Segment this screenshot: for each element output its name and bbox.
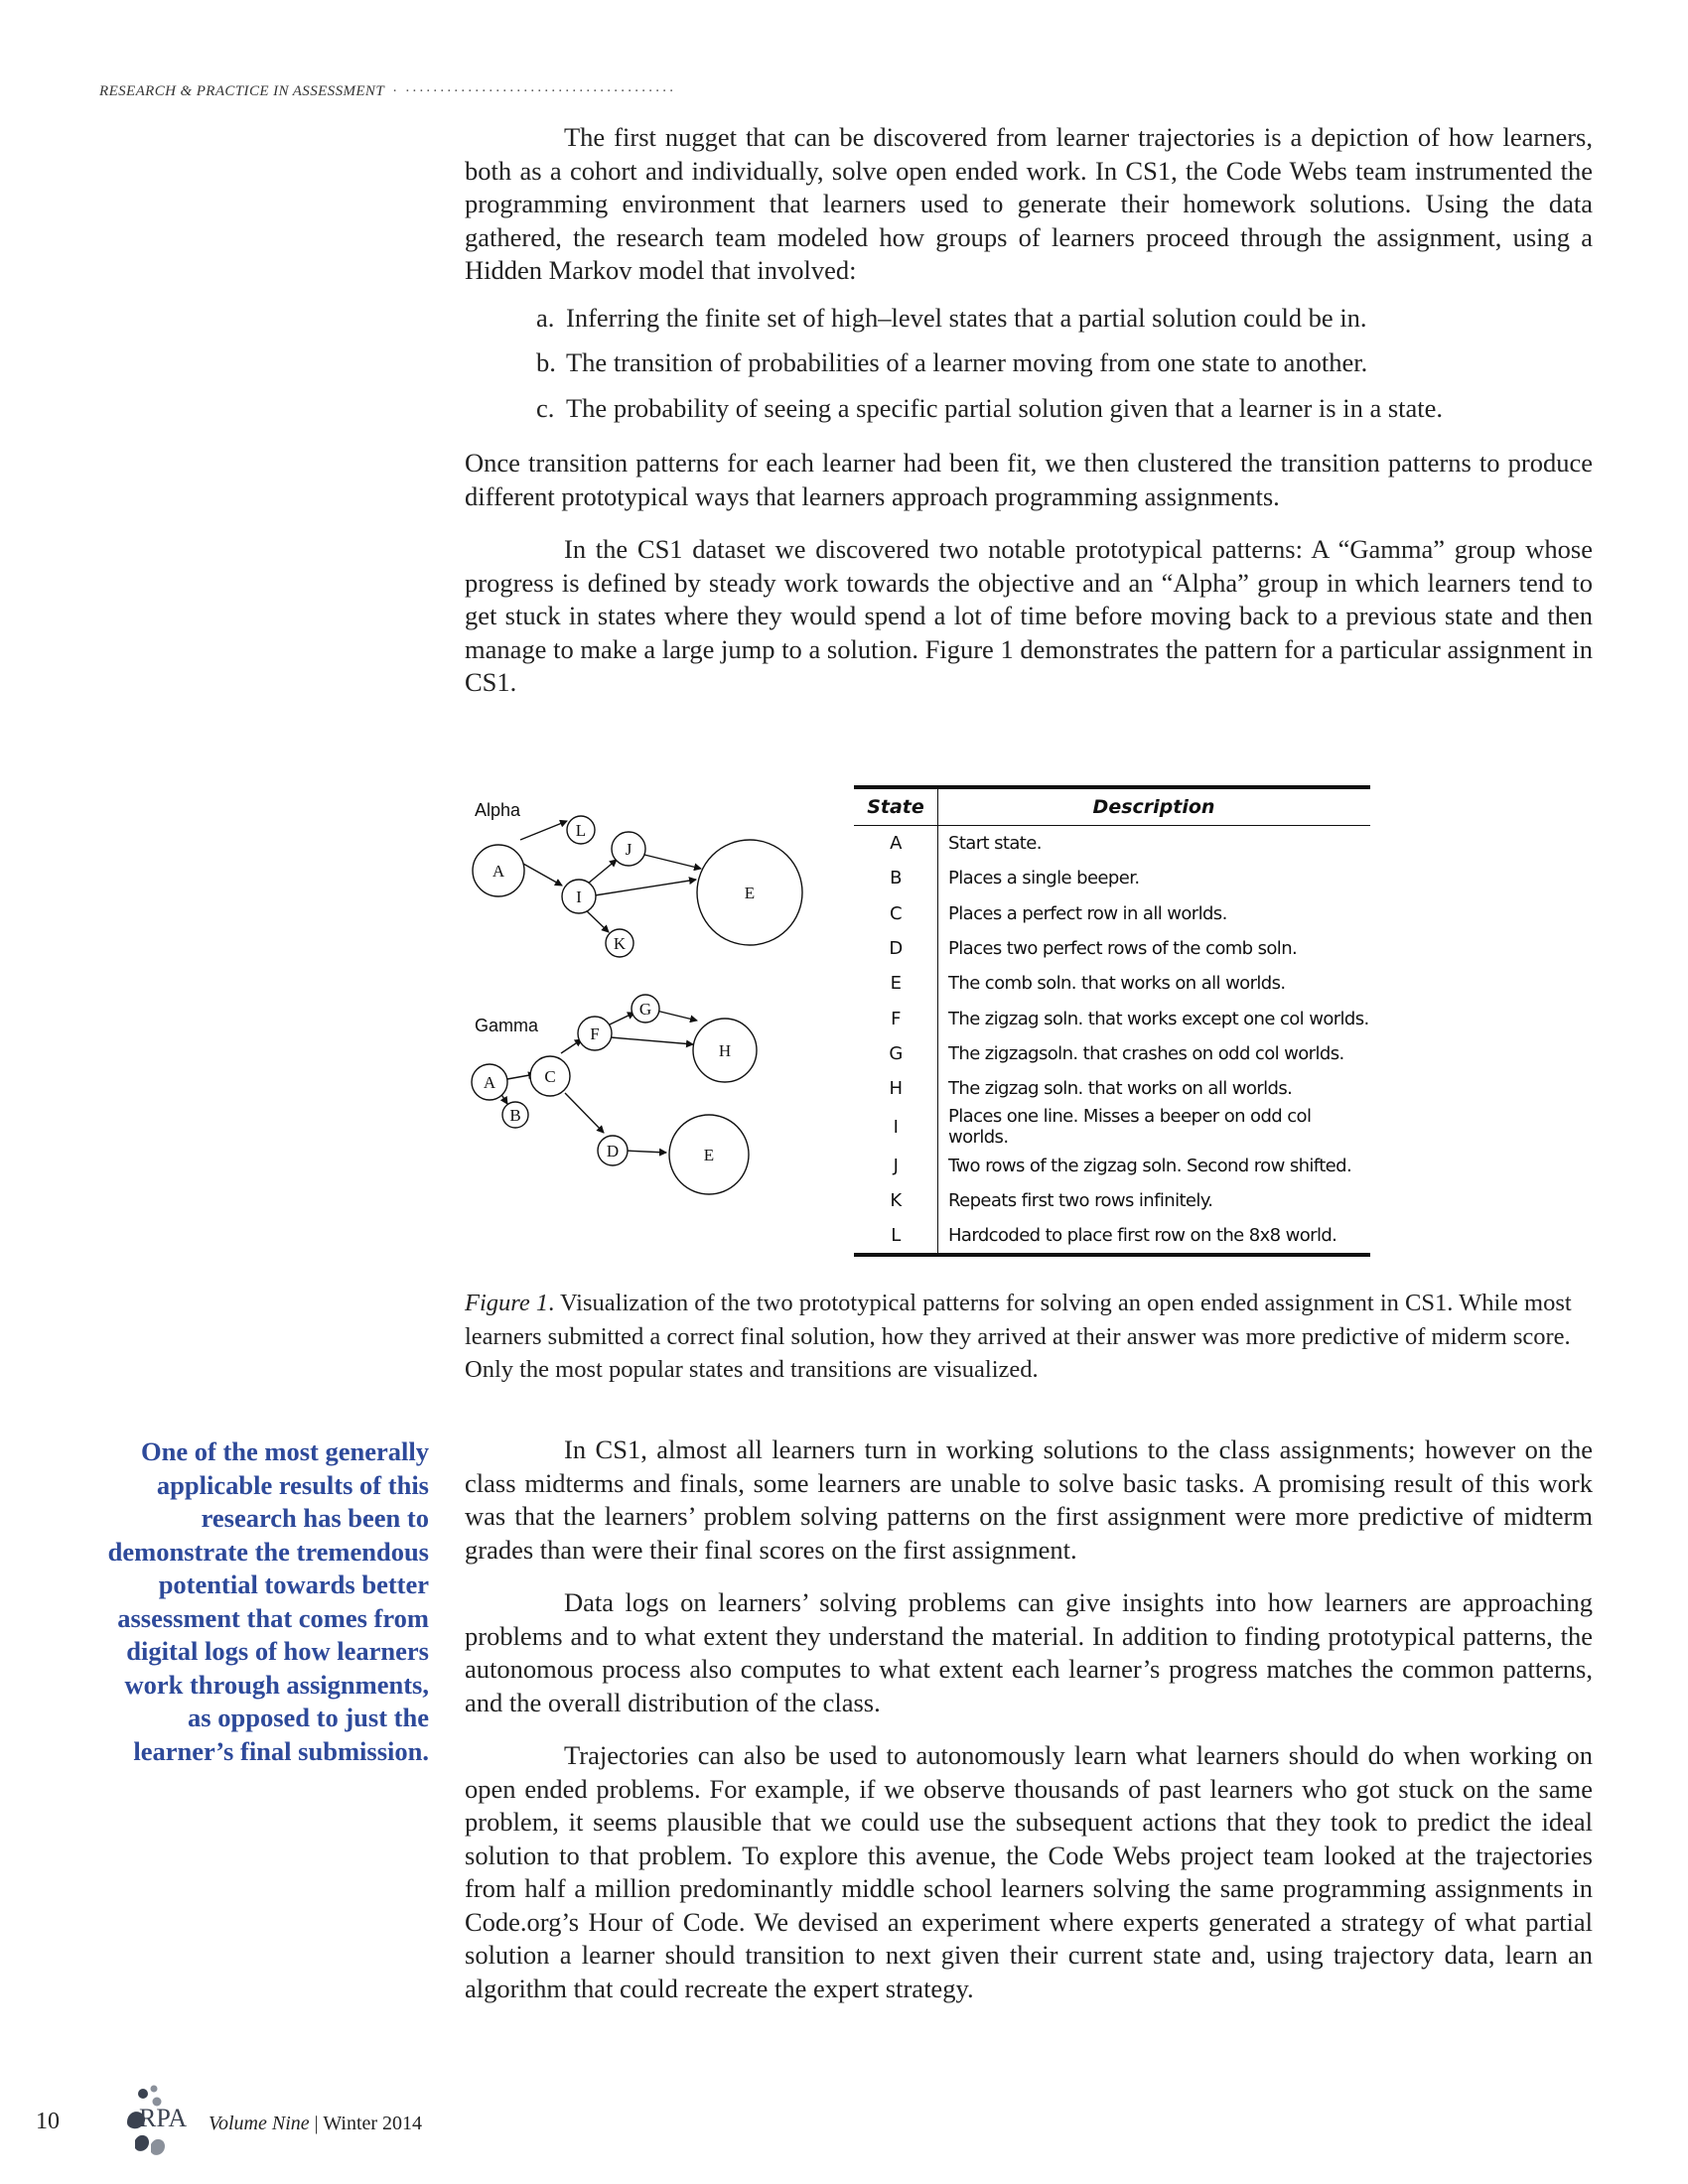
edge-alpha-J-E (640, 854, 701, 869)
table-row (854, 861, 1370, 895)
edge-gamma-D-E (625, 1151, 666, 1153)
node-label: E (744, 884, 756, 902)
cell-description: The zigzag soln. that works except one col worlds. (948, 1008, 1369, 1029)
cell-description: Start state. (948, 833, 1042, 855)
node-label: H (718, 1041, 732, 1060)
logo-text: RPA (139, 2104, 188, 2132)
node-label: A (492, 862, 505, 881)
paragraph-patterns: In the CS1 dataset we discovered two notable prototypical patterns: A “Gamma” group whose progress is defined by steady work towards the objective and an “Alpha” group in which learners tend to get stuck in states where they would spend a lot of time before moving back to a previous state and then manage to make a large jump to a solution. Figure 1 demonstrates the pattern for a particular assignment in CS1. (465, 534, 1593, 697)
node-label: E (703, 1146, 715, 1164)
node-label: K (613, 934, 627, 953)
node-label: F (590, 1024, 600, 1043)
node-label: I (576, 887, 582, 906)
table-row (854, 1106, 1370, 1148)
list-item: c. The probability of seeing a specific partial solution given that a learner is in a state. (536, 392, 1444, 423)
edge-alpha-A-I (523, 864, 562, 886)
gamma-label: Gamma (475, 1016, 539, 1035)
paragraph-midterms: In CS1, almost all learners turn in working solutions to the class assignments; however on the class midterms and finals, some learners are unable to solve basic tasks. A promising result of this work was that the learners’ problem solving patterns on the first assignment were more predictive of midterm grades than were their final scores on the first assignment. (465, 1434, 1593, 1565)
header-state: State (854, 787, 938, 826)
cell-description: Places two perfect rows of the comb soln. (948, 938, 1298, 960)
body-top (465, 121, 1593, 720)
figure-caption (465, 1287, 1593, 1387)
cell-state: F (854, 1001, 938, 1035)
table-row (854, 931, 1370, 966)
table-row (854, 826, 1370, 862)
running-head-dots: · ······································· (392, 83, 676, 99)
node-label: L (575, 821, 587, 840)
table-row (854, 1183, 1370, 1218)
cell-state: G (854, 1036, 938, 1071)
table-row (854, 1218, 1370, 1255)
cell-state: A (854, 826, 938, 862)
node-label: C (544, 1067, 556, 1086)
table-row (854, 1001, 1370, 1035)
edge-alpha-I-J (588, 860, 617, 884)
list-item: b. The transition of probabilities of a learner moving from one state to another. (536, 347, 1368, 377)
table-row (854, 896, 1370, 931)
table-row (854, 1071, 1370, 1106)
cell-state: B (854, 861, 938, 895)
edge-gamma-C-F (561, 1039, 582, 1053)
cell-description: Hardcoded to place first row on the 8x8 world. (938, 1218, 1371, 1255)
cell-description: Repeats first two rows infinitely. (948, 1189, 1213, 1211)
cell-description: Places one line. Misses a beeper on odd col worlds. (948, 1106, 1312, 1149)
alpha-label: Alpha (475, 800, 521, 820)
node-label: G (638, 1000, 652, 1019)
paragraph-clusters: Once transition patterns for each learner had been fit, we then clustered the transition patterns to produce different prototypical ways that learners approach programming assignments. (465, 448, 1593, 511)
node-label: B (509, 1106, 521, 1125)
pull-quote: One of the most generally applicable results of this research has been to demonstrate the tremendous potential towards better assessment that comes from digital logs of how learners work through assignments, as opposed to just the learner’s final submission. (107, 1436, 429, 1766)
cell-state: D (854, 931, 938, 966)
journal-name: RESEARCH & PRACTICE IN ASSESSMENT (99, 83, 385, 99)
cell-state: L (854, 1218, 938, 1255)
state-transition-diagram (465, 784, 842, 1201)
cell-state: J (854, 1148, 938, 1182)
edge-alpha-I-E (595, 880, 696, 895)
cell-description: The zigzagsoln. that crashes on odd col worlds. (948, 1042, 1344, 1064)
caption-text: . Visualization of the two prototypical patterns for solving an open ended assignment in CS1. While most learners submitted a correct final solution, how they arrived at their answer was more predictive of miderm score. Only the most popular states and transitions are visualized. (465, 1290, 1572, 1383)
node-label: D (606, 1142, 620, 1160)
page-number: 10 (36, 2109, 60, 2134)
cell-state: C (854, 896, 938, 931)
list-item: a. Inferring the finite set of high–level states that a partial solution could be in. (536, 302, 1367, 333)
cell-description: The comb soln. that works on all worlds. (948, 973, 1286, 995)
table-row (854, 1036, 1370, 1071)
paragraph-trajectories: Trajectories can also be used to autonomously learn what learners should do when working on open ended problems. For example, if we observe thousands of past learners who got stuck on the same problem, it seems plausible that we could use the subsequent actions that they took to predict the ideal solution to that problem. To explore this avenue, the Code Webs project team looked at the trajectories from half a million predominantly middle school learners solving the same programming assignments in Code.org’s Hour of Code. We devised an experiment where experts generated a strategy of what partial solution a learner should transition to next given their current state and, using trajectory data, learn an algorithm that could recreate the expert strategy. (465, 1740, 1593, 2003)
cell-state: H (854, 1071, 938, 1106)
cell-description: The zigzag soln. that works on all worlds. (948, 1078, 1293, 1100)
cell-state: I (854, 1106, 938, 1148)
hmm-list (465, 302, 1593, 426)
paragraph-intro: The first nugget that can be discovered from learner trajectories is a depiction of how learners, both as a cohort and individually, solve open ended work. In CS1, the Code Webs team instrumented the programming environment that learners used to generate their homework solutions. Using the data gathered, the research team modeled how groups of learners proceed through the assignment, using a Hidden Markov model that involved: (465, 122, 1593, 285)
diagram-edges (500, 821, 701, 1153)
table-row (854, 1148, 1370, 1182)
edge-gamma-G-H (656, 1011, 697, 1021)
diagram-nodes (472, 816, 802, 1194)
cell-description: Places a single beeper. (948, 868, 1140, 889)
running-head (99, 83, 834, 100)
cell-description: Two rows of the zigzag soln. Second row shifted. (948, 1155, 1352, 1176)
table-row (854, 966, 1370, 1001)
paragraph-data-logs: Data logs on learners’ solving problems can give insights into how learners are approaching problems and to what extent they understand the material. In addition to finding prototypical patterns, the autonomous process also computes to what extent each learner’s progress matches the common patterns, and the overall distribution of the class. (465, 1587, 1593, 1717)
node-label: A (483, 1073, 496, 1092)
rpa-logo-icon (121, 2083, 211, 2162)
header-description: Description (938, 787, 1371, 826)
cell-state: E (854, 966, 938, 1001)
page-footer (34, 2083, 451, 2162)
edge-gamma-F-H (611, 1037, 693, 1044)
edge-gamma-C-D (565, 1093, 604, 1133)
edge-gamma-F-G (610, 1013, 634, 1024)
volume-info: Volume Nine | Winter 2014 (209, 2113, 423, 2134)
node-label: J (625, 840, 633, 859)
edge-alpha-I-K (584, 908, 609, 932)
caption-label: Figure 1 (465, 1290, 549, 1316)
table-header-row (854, 787, 1370, 826)
edge-alpha-A-L (520, 821, 567, 840)
cell-state: K (854, 1183, 938, 1218)
cell-description: Places a perfect row in all worlds. (948, 902, 1227, 924)
state-description-table (854, 785, 1370, 1257)
body-bottom (465, 1433, 1593, 2025)
